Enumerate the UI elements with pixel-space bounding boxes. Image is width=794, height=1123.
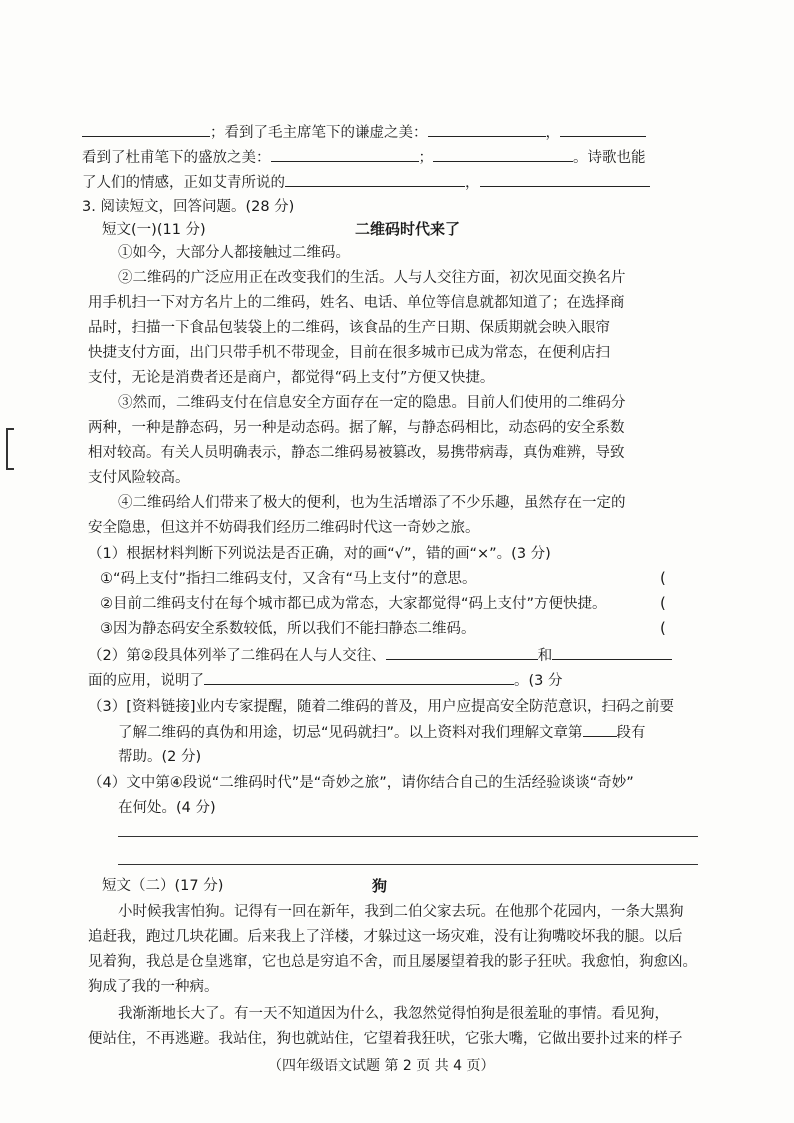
- paragraph-line: ③然而，二维码支付在信息安全方面存在一定的隐患。目前人们使用的二维码分: [118, 395, 626, 411]
- paragraph-line: 用手机扫一下对方名片上的二维码，姓名、电话、单位等信息就都知道了；在选择商: [88, 295, 625, 311]
- passage-2-label: 短文（二）(17 分): [102, 878, 224, 894]
- paragraph-line: ①如今，大部分人都接触过二维码。: [118, 245, 350, 261]
- sub-question-3-line-3: 帮助。(2 分): [118, 749, 202, 765]
- paragraph-line: 支付风险较高。: [88, 470, 190, 486]
- judge-item-3: ③因为静态码安全系数较低，所以我们不能扫静态二维码。: [100, 621, 476, 637]
- blank[interactable]: [433, 147, 573, 162]
- judge-item-1: ①“码上支付”指扫二维码支付，又含有“马上支付”的意思。: [100, 571, 477, 587]
- passage-2-title: 狗: [372, 877, 388, 895]
- passage-1-title: 二维码时代来了: [355, 220, 461, 238]
- answer-paren-2[interactable]: (: [660, 594, 666, 612]
- blank[interactable]: [480, 172, 650, 187]
- blank[interactable]: [583, 722, 617, 737]
- paragraph-line: ②二维码的广泛应用正在改变我们的生活。人与人交往方面，初次见面交换名片: [118, 270, 626, 286]
- sub-question-2-line-1: （2）第②段具体列举了二维码在人与人交往、 和: [88, 645, 672, 666]
- blank[interactable]: [428, 122, 546, 137]
- answer-paren-3[interactable]: (: [660, 619, 666, 637]
- sub-question-4-line-2: 在何处。(4 分): [118, 800, 216, 816]
- fill-line-3: 了人们的情感，正如艾青所说的 ，: [82, 172, 650, 193]
- paragraph-line: 两种，一种是静态码，另一种是动态码。据了解，与静态码相比，动态码的安全系数: [88, 420, 625, 436]
- paragraph-line: 相对较高。有关人员明确表示，静态二维码易被篡改，易携带病毒，真伪难辨，导致: [88, 445, 625, 461]
- blank[interactable]: [552, 645, 672, 660]
- blank[interactable]: [204, 670, 514, 685]
- question-3-heading: 3. 阅读短文，回答问题。(28 分): [82, 199, 295, 215]
- answer-paren-1[interactable]: (: [660, 569, 666, 587]
- sub-question-2-line-2: 面的应用，说明了 。(3 分: [88, 670, 563, 691]
- blank[interactable]: [285, 172, 465, 187]
- passage-2-line: 见着狗，我总是仓皇逃窜，它也总是穷追不舍，而且屡屡望着我的影子狂吠。我愈怕，狗愈凶。: [88, 954, 697, 970]
- passage-2-line: 追赶我，跑过几块花圃。后来我上了洋楼，才躲过这一场灾难，没有让狗嘴咬坏我的腿。以后: [88, 929, 683, 945]
- passage-2-line: 我渐渐地长大了。有一天不知道因为什么，我忽然觉得怕狗是很羞耻的事情。看见狗，: [118, 1006, 669, 1022]
- fill-line-2: 看到了杜甫笔下的盛放之美： ； 。诗歌也能: [82, 147, 646, 168]
- judge-item-2: ②目前二维码支付在每个城市都已成为常态，大家都觉得“码上支付”方便快捷。: [100, 596, 607, 612]
- binding-mark: [6, 428, 14, 470]
- blank[interactable]: [386, 645, 538, 660]
- sub-question-4-line-1: （4）文中第④段说“二维码时代”是“奇妙之旅”，请你结合自己的生活经验谈谈“奇妙”: [88, 775, 634, 791]
- sub-question-1-prompt: （1）根据材料判断下列说法是否正确，对的画“√”，错的画“×”。(3 分): [88, 546, 551, 562]
- blank[interactable]: [82, 122, 210, 137]
- answer-line[interactable]: [118, 864, 698, 865]
- passage-2-line: 便站住，不再逃避。我站住，狗也就站住，它望着我狂吠，它张大嘴，它做出要扑过来的样子: [88, 1031, 683, 1047]
- sub-question-3-line-1: （3）[资料链接]业内专家提醒，随着二维码的普及，用户应提高安全防范意识，扫码之前要: [88, 699, 675, 715]
- blank[interactable]: [271, 147, 419, 162]
- fill-line-1: ；看到了毛主席笔下的谦虚之美： ，: [82, 122, 646, 143]
- passage-1-label: 短文(一)(11 分): [102, 222, 206, 238]
- page-footer: （四年级语文试题 第 2 页 共 4 页）: [268, 1058, 495, 1074]
- sub-question-3-line-2: 了解二维码的真伪和用途，切忌“见码就扫”。以上资料对我们理解文章第 段有: [118, 722, 646, 743]
- passage-2-line: 小时候我害怕狗。记得有一回在新年，我到二伯父家去玩。在他那个花园内，一条大黑狗: [118, 904, 684, 920]
- paragraph-line: 安全隐患，但这并不妨碍我们经历二维码时代这一奇妙之旅。: [88, 520, 480, 536]
- paragraph-line: ④二维码给人们带来了极大的便利，也为生活增添了不少乐趣，虽然存在一定的: [118, 495, 626, 511]
- answer-line[interactable]: [118, 836, 698, 837]
- paragraph-line: 品时，扫描一下食品包装袋上的二维码，该食品的生产日期、保质期就会映入眼帘: [88, 320, 610, 336]
- passage-2-line: 狗成了我的一种病。: [88, 979, 219, 995]
- paragraph-line: 快捷支付方面，出门只带手机不带现金，目前在很多城市已成为常态，在便利店扫: [88, 345, 610, 361]
- blank[interactable]: [560, 122, 646, 137]
- paragraph-line: 支付，无论是消费者还是商户，都觉得“码上支付”方便又快捷。: [88, 370, 495, 386]
